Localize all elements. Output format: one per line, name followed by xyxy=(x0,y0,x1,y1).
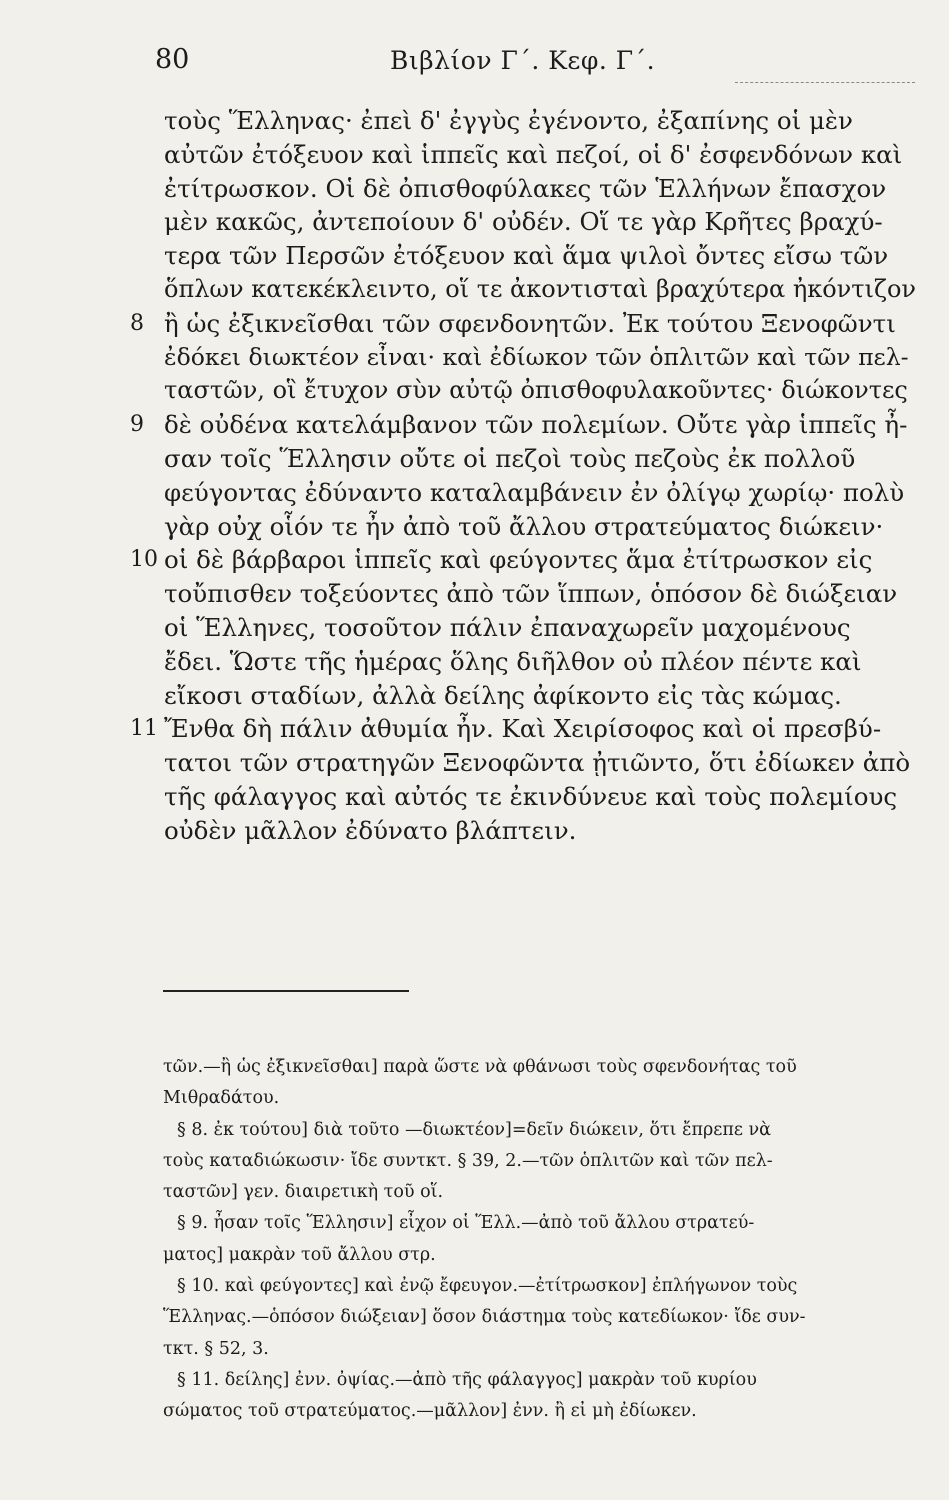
footnote-line: τοὺς καταδιώκωσιν· ἴδε συντκτ. § 39, 2.—τῶν ὁπλιτῶν καὶ τῶν πελ- xyxy=(163,1150,773,1171)
line-text: οἱ δὲ βάρβαροι ἱππεῖς καὶ φεύγοντες ἅμα ἐτίτρωσκον εἰς xyxy=(164,545,873,575)
header-rule xyxy=(735,82,915,84)
section-number: 9 xyxy=(130,412,144,438)
footnote-line: τκτ. § 52, 3. xyxy=(163,1338,269,1359)
line-text: ταστῶν, οἳ ἔτυχον σὺν αὐτῷ ὀπισθοφυλακοῦντες· διώκοντες xyxy=(164,376,908,405)
line-text: ὅπλων κατεκέκλειντο, οἵ τε ἀκοντισταὶ βραχύτερα ἠκόντιζον xyxy=(164,274,917,303)
line-text: ἐδόκει διωκτέον εἶναι· καὶ ἐδίωκον τῶν ὁπλιτῶν καὶ τῶν πελ- xyxy=(164,342,909,371)
page-number: 80 xyxy=(155,44,190,75)
footnote-line: Ἕλληνας.—ὁπόσον διώξειαν] ὅσον διάστημα τοὺς κατεδίωκον· ἴδε συν- xyxy=(163,1307,806,1328)
text-line xyxy=(130,408,920,442)
line-text: τοὔπισθεν τοξεύοντες ἀπὸ τῶν ἵππων, ὁπόσον δὲ διώξειαν xyxy=(164,579,898,609)
line-text: τῆς φάλαγγος καὶ αὐτός τε ἐκινδύνευε καὶ τοὺς πολεμίους xyxy=(164,781,898,811)
text-line xyxy=(130,712,920,746)
section-number: 8 xyxy=(130,310,144,336)
line-text: φεύγοντας ἐδύναντο καταλαμβάνειν ἐν ὀλίγῳ χωρίῳ· πολὺ xyxy=(164,477,905,507)
footnote-line: § 10. καὶ φεύγοντες] καὶ ἐνῷ ἔφευγον.—ἐτίτρωσκον] ἐπλήγωνον τοὺς xyxy=(177,1276,798,1297)
text-line xyxy=(130,341,920,375)
text-line xyxy=(130,814,920,848)
line-text: σαν τοῖς Ἕλλησιν οὔτε οἱ πεζοὶ τοὺς πεζοὺς ἐκ πολλοῦ xyxy=(164,443,856,473)
line-text: τοὺς Ἕλληνας· ἐπεὶ δ' ἐγγὺς ἐγένοντο, ἐξαπίνης οἱ μὲν xyxy=(164,106,853,135)
footnote-line: σώματος τοῦ στρατεύματος.—μᾶλλον] ἐνν. ἢ εἰ μὴ ἐδίωκεν. xyxy=(163,1401,697,1422)
line-text: τερα τῶν Περσῶν ἐτόξευον καὶ ἅμα ψιλοὶ ὄντες εἴσω τῶν xyxy=(164,241,889,271)
text-line xyxy=(130,679,920,713)
text-line xyxy=(130,205,920,239)
text-line xyxy=(130,780,920,814)
section-number: 10 xyxy=(130,547,158,573)
text-line xyxy=(130,543,920,577)
text-line xyxy=(130,476,920,510)
text-line xyxy=(130,611,920,645)
line-text: Ἔνθα δὴ πάλιν ἀθυμία ἦν. Καὶ Χειρίσοφος καὶ οἱ πρεσβύ- xyxy=(164,714,882,744)
footnote-line: Μιθραδάτου. xyxy=(163,1088,280,1109)
footnote-line: § 9. ἦσαν τοῖς Ἕλλησιν] εἶχον οἱ Ἕλλ.—ἀπὸ τοῦ ἄλλου στρατεύ- xyxy=(177,1213,755,1234)
text-line xyxy=(130,172,920,206)
line-text: οὐδὲν μᾶλλον ἐδύνατο βλάπτειν. xyxy=(164,815,577,845)
footnote-line: § 8. ἐκ τούτου] διὰ τοῦτο —διωκτέον]=δεῖν διώκειν, ὅτι ἔπρεπε νὰ xyxy=(177,1119,771,1140)
line-text: αὐτῶν ἐτόξευον καὶ ἱππεῖς καὶ πεζοί, οἱ δ' ἐσφενδόνων καὶ xyxy=(164,139,903,169)
text-line xyxy=(130,273,920,307)
line-text: ἔδει. Ὥστε τῆς ἡμέρας ὅλης διῆλθον οὐ πλέον πέντε καὶ xyxy=(164,646,862,676)
main-text xyxy=(130,104,920,848)
footnote-line: ταστῶν] γεν. διαιρετικὴ τοῦ οἵ. xyxy=(163,1182,444,1203)
line-text: δὲ οὐδένα κατελάμβανον τῶν πολεμίων. Οὔτε γὰρ ἱππεῖς ἦ- xyxy=(164,410,908,440)
footnote-line: § 11. δείλης] ἐνν. ὀψίας.—ἀπὸ τῆς φάλαγγος] μακρὰν τοῦ κυρίου xyxy=(177,1369,757,1390)
section-number: 11 xyxy=(130,716,158,742)
running-title: Βιβλίον Γ΄. Κεφ. Γ΄. xyxy=(390,46,656,75)
line-text: τατοι τῶν στρατηγῶν Ξενοφῶντα ᾐτιῶντο, ὅτι ἐδίωκεν ἀπὸ xyxy=(164,748,911,778)
line-text: γὰρ οὐχ οἷόν τε ἦν ἀπὸ τοῦ ἄλλου στρατεύματος διώκειν· xyxy=(164,511,884,541)
text-line xyxy=(130,577,920,611)
text-line xyxy=(130,239,920,273)
footnotes xyxy=(163,1052,923,1428)
footnote-line: ματος] μακρὰν τοῦ ἄλλου στρ. xyxy=(163,1244,436,1265)
line-text: ἢ ὡς ἐξικνεῖσθαι τῶν σφενδονητῶν. Ἐκ τούτου Ξενοφῶντι xyxy=(164,308,896,338)
text-line xyxy=(130,307,920,341)
line-text: οἱ Ἕλληνες, τοσοῦτον πάλιν ἐπαναχωρεῖν μαχομένους xyxy=(164,612,851,642)
line-text: ἐτίτρωσκον. Οἱ δὲ ὀπισθοφύλακες τῶν Ἑλλήνων ἔπασχον xyxy=(164,173,887,203)
text-line xyxy=(130,510,920,544)
text-line xyxy=(130,104,920,138)
footnote-line: τῶν.—ἢ ὡς ἐξικνεῖσθαι] παρὰ ὥστε νὰ φθάνωσι τοὺς σφενδονήτας τοῦ xyxy=(163,1057,797,1077)
page-header xyxy=(155,44,915,80)
footnote-divider xyxy=(163,990,409,992)
text-line xyxy=(130,645,920,679)
text-line xyxy=(130,442,920,476)
text-line xyxy=(130,374,920,408)
text-line xyxy=(130,138,920,172)
text-line xyxy=(130,746,920,780)
line-text: μὲν κακῶς, ἀντεποίουν δ' οὐδέν. Οἵ τε γὰρ Κρῆτες βραχύ- xyxy=(164,207,883,237)
line-text: εἴκοσι σταδίων, ἀλλὰ δείλης ἀφίκοντο εἰς τὰς κώμας. xyxy=(164,680,842,710)
